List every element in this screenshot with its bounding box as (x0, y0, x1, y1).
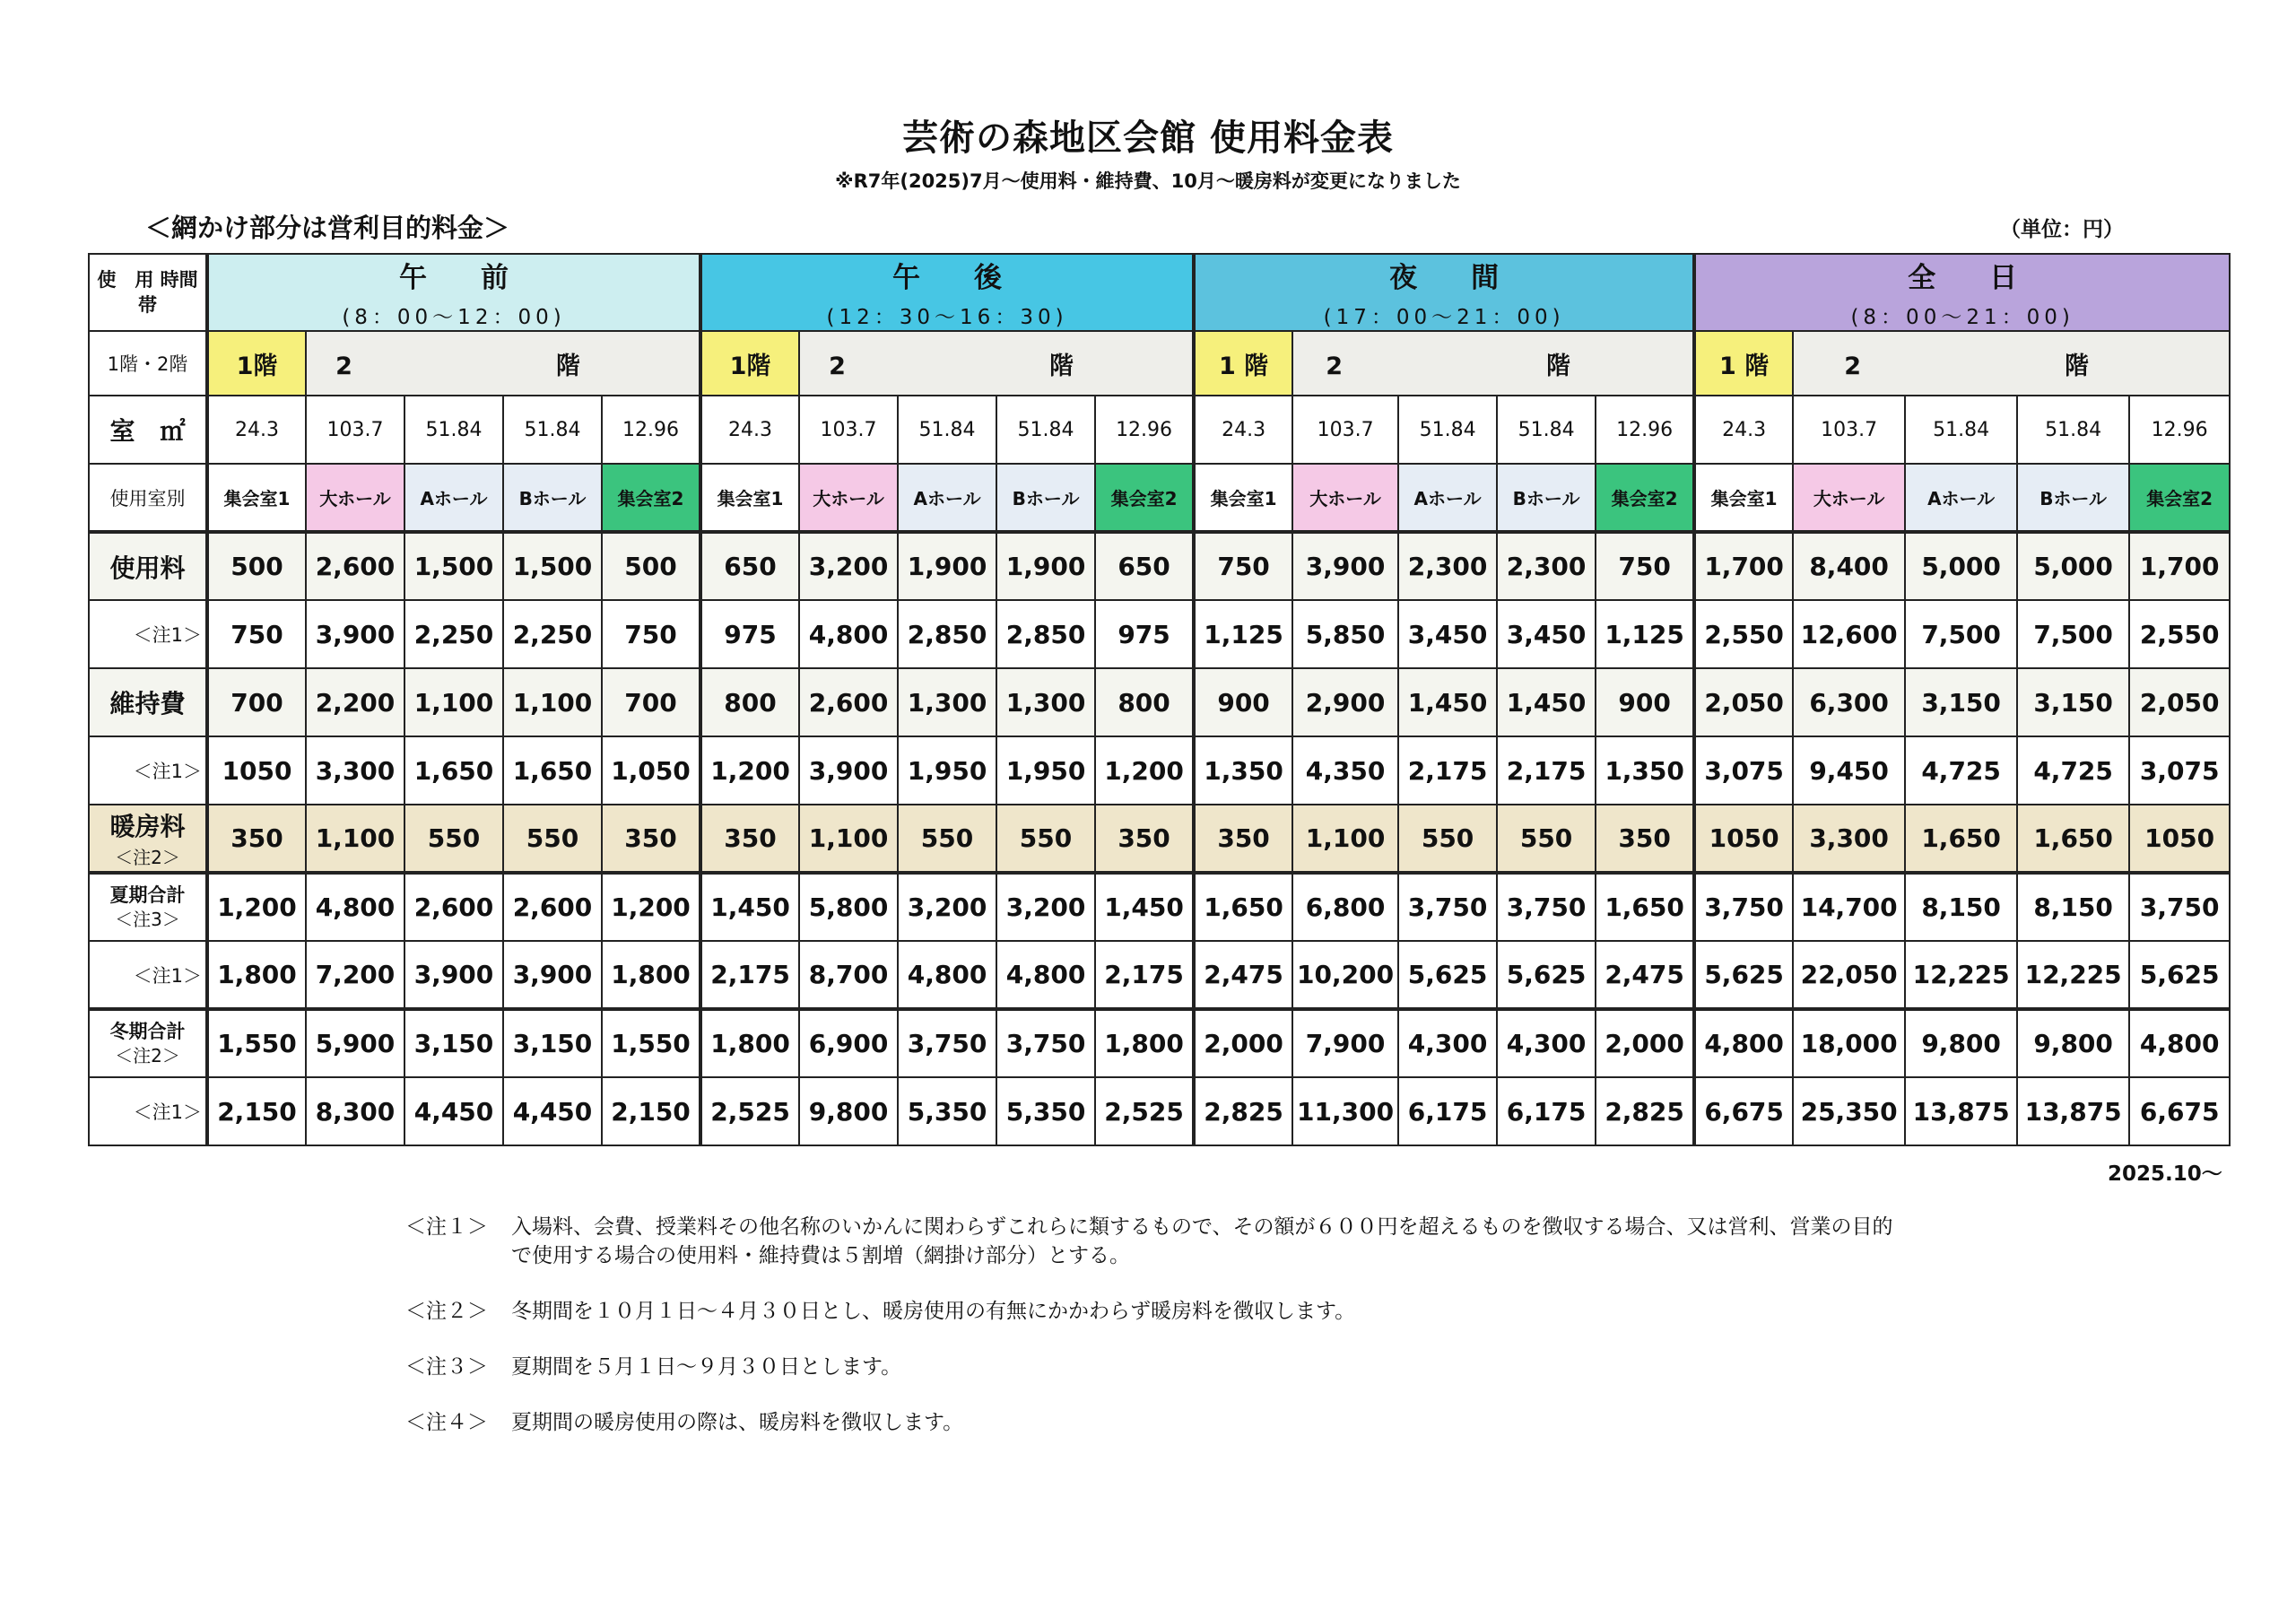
maint_n1-value: 3,075 (1694, 736, 1793, 805)
winter-value: 2,000 (1194, 1009, 1292, 1077)
area-cell: 51.84 (503, 396, 602, 464)
usage-value: 650 (700, 532, 799, 600)
room-cell: Aホール (404, 464, 503, 532)
usage_n1-value: 750 (602, 600, 700, 668)
winter_n1-value: 5,350 (898, 1077, 996, 1145)
maint-value: 1,450 (1497, 668, 1596, 736)
room-cell: 集会室1 (207, 464, 306, 532)
summer_n1-value: 4,800 (898, 941, 996, 1009)
period-header (1694, 254, 2230, 331)
winter_n1-value: 2,525 (1095, 1077, 1194, 1145)
period-name: 午前 (399, 262, 563, 294)
note-item (405, 1353, 1910, 1381)
heating-label (89, 805, 207, 873)
maint_n1-value: 3,300 (306, 736, 404, 805)
winter_n1-value: 6,675 (2129, 1077, 2230, 1145)
winter-value: 1,550 (207, 1009, 306, 1077)
summer-value: 8,150 (1905, 873, 2017, 941)
usage_n1-value: 2,850 (996, 600, 1095, 668)
winter_n1-value: 2,525 (700, 1077, 799, 1145)
effective-date: 2025.10～ (2108, 1162, 2222, 1186)
room-cell: 集会室2 (2129, 464, 2230, 532)
note-text: 冬期間を１０月１日～４月３０日とし、暖房使用の有無にかかわらず暖房料を徴収します。 (511, 1300, 1356, 1323)
heating-value: 550 (404, 805, 503, 873)
note-text: 夏期間を５月１日～９月３０日とします。 (511, 1355, 902, 1379)
maint-value: 1,300 (996, 668, 1095, 736)
area-cell: 51.84 (898, 396, 996, 464)
note-item (405, 1408, 1910, 1437)
period-name: 全日 (1908, 262, 2072, 294)
winter-value: 2,000 (1596, 1009, 1694, 1077)
area-cell: 12.96 (602, 396, 700, 464)
room-cell: 集会室1 (1694, 464, 1793, 532)
heating-value: 550 (1398, 805, 1497, 873)
maint_n1-value: 1,950 (996, 736, 1095, 805)
heating-value: 1,650 (1905, 805, 2017, 873)
note-item (405, 1297, 1910, 1326)
maint-value: 1,450 (1398, 668, 1497, 736)
summer_n1-value: 22,050 (1793, 941, 1905, 1009)
winter_n1-value: 6,675 (1694, 1077, 1793, 1145)
maint-value: 2,600 (799, 668, 898, 736)
summer-value: 1,200 (602, 873, 700, 941)
maint_n1-value: 2,175 (1497, 736, 1596, 805)
usage-value: 2,300 (1398, 532, 1497, 600)
summer-value: 14,700 (1793, 873, 1905, 941)
area-cell: 103.7 (1292, 396, 1398, 464)
winter-value: 5,900 (306, 1009, 404, 1077)
winter-label-main: 冬期合計 (109, 1020, 186, 1042)
summer-value: 2,600 (503, 873, 602, 941)
maint_n1-value: 1,350 (1596, 736, 1694, 805)
usage_n1-value: 2,850 (898, 600, 996, 668)
floor-2-cell: 2 階 (1793, 331, 2230, 396)
summer_n1-value: 2,175 (1095, 941, 1194, 1009)
maint-label: 維持費 (89, 668, 207, 736)
summer_n1-value: 8,700 (799, 941, 898, 1009)
maint-value: 800 (700, 668, 799, 736)
maint_n1-value: 1,200 (700, 736, 799, 805)
winter-value: 1,800 (1095, 1009, 1194, 1077)
maint_n1-value: 4,350 (1292, 736, 1398, 805)
heating-value: 1,100 (306, 805, 404, 873)
usage-value: 2,600 (306, 532, 404, 600)
heating-value: 1050 (2129, 805, 2230, 873)
maint_n1-value: 2,175 (1398, 736, 1497, 805)
usage-value: 1,700 (2129, 532, 2230, 600)
usage-value: 8,400 (1793, 532, 1905, 600)
summer-label (89, 873, 207, 941)
room-cell: 集会室2 (1095, 464, 1194, 532)
usage_n1-value: 2,550 (1694, 600, 1793, 668)
area-cell: 51.84 (2017, 396, 2129, 464)
maint-value: 700 (602, 668, 700, 736)
maint-value: 900 (1596, 668, 1694, 736)
maint_n1-value: 4,725 (2017, 736, 2129, 805)
usage_n1-value: 4,800 (799, 600, 898, 668)
shade-note: ＜網かけ部分は営利目的料金＞ (145, 213, 510, 243)
period-header (207, 254, 700, 331)
winter-value: 4,300 (1398, 1009, 1497, 1077)
winter_n1-value: 13,875 (1905, 1077, 2017, 1145)
page-subtitle: ※R7年(2025)7月～使用料・維持費、10月～暖房料が変更になりました (835, 170, 1461, 192)
usage-value: 650 (1095, 532, 1194, 600)
winter_n1-value: 8,300 (306, 1077, 404, 1145)
winter-value: 3,750 (898, 1009, 996, 1077)
usage_n1-value: 1,125 (1194, 600, 1292, 668)
winter_n1-value: 25,350 (1793, 1077, 1905, 1145)
maint-value: 1,100 (503, 668, 602, 736)
maint_n1-value: 1,650 (404, 736, 503, 805)
summer-value: 2,600 (404, 873, 503, 941)
period-name: 午後 (892, 262, 1057, 294)
room-cell: Bホール (996, 464, 1095, 532)
summer-value: 3,750 (1497, 873, 1596, 941)
winter-value: 1,550 (602, 1009, 700, 1077)
maint-value: 1,300 (898, 668, 996, 736)
period-header (700, 254, 1194, 331)
usage-value: 500 (602, 532, 700, 600)
usage-value: 750 (1194, 532, 1292, 600)
usage_n1-value: 7,500 (1905, 600, 2017, 668)
winter-value: 4,800 (1694, 1009, 1793, 1077)
area-cell: 24.3 (1694, 396, 1793, 464)
usage-label: 使用料 (89, 532, 207, 600)
area-cell: 51.84 (404, 396, 503, 464)
winter_n1-value: 2,150 (602, 1077, 700, 1145)
usage_n1-value: 2,550 (2129, 600, 2230, 668)
summer_n1-value: 3,900 (404, 941, 503, 1009)
usage-value: 1,900 (898, 532, 996, 600)
usage_n1-label: ＜注1＞ (89, 600, 207, 668)
area-cell: 51.84 (1497, 396, 1596, 464)
usage_n1-value: 3,900 (306, 600, 404, 668)
usage-value: 750 (1596, 532, 1694, 600)
room-cell: 集会室1 (1194, 464, 1292, 532)
maint-value: 2,200 (306, 668, 404, 736)
maint_n1-label: ＜注1＞ (89, 736, 207, 805)
maint_n1-value: 1050 (207, 736, 306, 805)
note-tag: ＜注３＞ (405, 1355, 488, 1379)
usage-value: 1,900 (996, 532, 1095, 600)
heating-value: 550 (1497, 805, 1596, 873)
usage-value: 2,300 (1497, 532, 1596, 600)
room-cell: 大ホール (1292, 464, 1398, 532)
floor-1-cell: 1階 (207, 331, 306, 396)
usage_n1-value: 7,500 (2017, 600, 2129, 668)
summer-value: 1,650 (1194, 873, 1292, 941)
heating-value: 1,100 (1292, 805, 1398, 873)
area-cell: 103.7 (306, 396, 404, 464)
note-tag: ＜注１＞ (405, 1215, 488, 1239)
winter_n1-value: 6,175 (1398, 1077, 1497, 1145)
summer_n1-value: 1,800 (207, 941, 306, 1009)
winter_n1-value: 13,875 (2017, 1077, 2129, 1145)
floor-1-cell: 1 階 (1694, 331, 1793, 396)
floor-1-cell: 1 階 (1194, 331, 1292, 396)
summer-value: 1,650 (1596, 873, 1694, 941)
period-time: (8：00～21：00) (1850, 306, 2074, 329)
area-cell: 51.84 (1905, 396, 2017, 464)
maint-value: 3,150 (1905, 668, 2017, 736)
room-cell: 大ホール (799, 464, 898, 532)
room-cell: Aホール (898, 464, 996, 532)
summer-value: 1,450 (700, 873, 799, 941)
summer_n1-value: 10,200 (1292, 941, 1398, 1009)
winter_n1-value: 2,150 (207, 1077, 306, 1145)
room-cell: Bホール (1497, 464, 1596, 532)
winter-value: 3,150 (404, 1009, 503, 1077)
heating-label-main: 暖房料 (109, 812, 186, 841)
summer_n1-value: 5,625 (1398, 941, 1497, 1009)
note-text: 入場料、会費、授業料その他名称のいかんに関わらずこれらに類するもので、その額が６００円を超えるものを徴収する場合、又は営利、営業の目的で使用する場合の使用料・維持費は５割増（網掛け部分）とする。 (511, 1215, 1893, 1267)
winter-label (89, 1009, 207, 1077)
floor-2-cell: 2 階 (799, 331, 1194, 396)
heating-value: 1050 (1694, 805, 1793, 873)
heating-value: 1,100 (799, 805, 898, 873)
usage_n1-value: 750 (207, 600, 306, 668)
usage_n1-value: 3,450 (1398, 600, 1497, 668)
area-cell: 51.84 (1398, 396, 1497, 464)
area-cell: 103.7 (799, 396, 898, 464)
usage-value: 1,500 (404, 532, 503, 600)
usage-value: 1,700 (1694, 532, 1793, 600)
summer-value: 3,200 (996, 873, 1095, 941)
usage-value: 1,500 (503, 532, 602, 600)
summer-value: 1,450 (1095, 873, 1194, 941)
maint_n1-value: 9,450 (1793, 736, 1905, 805)
winter_n1-value: 5,350 (996, 1077, 1095, 1145)
area-cell: 51.84 (996, 396, 1095, 464)
summer-value: 1,200 (207, 873, 306, 941)
room-cell: Bホール (2017, 464, 2129, 532)
winter-value: 9,800 (1905, 1009, 2017, 1077)
usage_n1-value: 2,250 (503, 600, 602, 668)
winter-value: 1,800 (700, 1009, 799, 1077)
winter_n1-value: 11,300 (1292, 1077, 1398, 1145)
usage-value: 5,000 (2017, 532, 2129, 600)
time-slot-label: 使 用 時間帯 (89, 254, 207, 331)
note-tag: ＜注４＞ (405, 1411, 488, 1434)
heating-value: 350 (700, 805, 799, 873)
maint-value: 800 (1095, 668, 1194, 736)
summer-value: 4,800 (306, 873, 404, 941)
usage-value: 3,900 (1292, 532, 1398, 600)
heating-value: 550 (898, 805, 996, 873)
summer-value: 3,750 (2129, 873, 2230, 941)
summer_n1-value: 7,200 (306, 941, 404, 1009)
heating-value: 550 (996, 805, 1095, 873)
area-cell: 24.3 (1194, 396, 1292, 464)
floor-label: 1階・2階 (89, 331, 207, 396)
maint_n1-value: 3,075 (2129, 736, 2230, 805)
area-cell: 12.96 (1095, 396, 1194, 464)
winter_n1-value: 4,450 (404, 1077, 503, 1145)
note-text: 夏期間の暖房使用の際は、暖房料を徴収します。 (511, 1411, 964, 1434)
room-label: 使用室別 (89, 464, 207, 532)
maint-value: 2,900 (1292, 668, 1398, 736)
area-label: 室 ㎡ (89, 396, 207, 464)
fee-table (88, 253, 2231, 1146)
summer-value: 6,800 (1292, 873, 1398, 941)
heating-value: 350 (602, 805, 700, 873)
note-item (405, 1213, 1910, 1270)
maint-value: 1,100 (404, 668, 503, 736)
floor-2-cell: 2 階 (306, 331, 700, 396)
floor-1-cell: 1階 (700, 331, 799, 396)
maint-value: 6,300 (1793, 668, 1905, 736)
winter-value: 3,150 (503, 1009, 602, 1077)
usage_n1-value: 2,250 (404, 600, 503, 668)
summer_n1-value: 2,475 (1596, 941, 1694, 1009)
heating-label-note: ＜注2＞ (115, 847, 180, 868)
heating-value: 350 (1194, 805, 1292, 873)
page-title: 芸術の森地区会館 使用料金表 (902, 118, 1394, 159)
heating-value: 550 (503, 805, 602, 873)
heating-value: 350 (1596, 805, 1694, 873)
period-time: (8：00～12：00) (342, 306, 566, 329)
notes (405, 1213, 1910, 1464)
usage-value: 5,000 (1905, 532, 2017, 600)
usage_n1-value: 5,850 (1292, 600, 1398, 668)
summer_n1-value: 5,625 (2129, 941, 2230, 1009)
usage_n1-value: 975 (700, 600, 799, 668)
maint-value: 700 (207, 668, 306, 736)
floor-2-cell: 2 階 (1292, 331, 1694, 396)
period-header (1194, 254, 1694, 331)
room-cell: 集会室2 (602, 464, 700, 532)
summer_n1-value: 5,625 (1497, 941, 1596, 1009)
winter-value: 3,750 (996, 1009, 1095, 1077)
heating-value: 1,650 (2017, 805, 2129, 873)
usage_n1-value: 975 (1095, 600, 1194, 668)
maint-value: 3,150 (2017, 668, 2129, 736)
heating-value: 350 (207, 805, 306, 873)
heating-value: 3,300 (1793, 805, 1905, 873)
winter_n1-value: 9,800 (799, 1077, 898, 1145)
summer_n1-value: 2,475 (1194, 941, 1292, 1009)
winter_n1-value: 2,825 (1194, 1077, 1292, 1145)
room-cell: 大ホール (1793, 464, 1905, 532)
summer_n1-value: 4,800 (996, 941, 1095, 1009)
summer_n1-value: 5,625 (1694, 941, 1793, 1009)
maint-value: 2,050 (1694, 668, 1793, 736)
winter-value: 18,000 (1793, 1009, 1905, 1077)
summer_n1-value: 2,175 (700, 941, 799, 1009)
area-cell: 24.3 (700, 396, 799, 464)
usage_n1-value: 1,125 (1596, 600, 1694, 668)
unit-label: （単位：円） (2000, 218, 2124, 241)
winter_n1-value: 6,175 (1497, 1077, 1596, 1145)
maint_n1-value: 4,725 (1905, 736, 2017, 805)
maint_n1-value: 3,900 (799, 736, 898, 805)
area-cell: 12.96 (1596, 396, 1694, 464)
room-cell: 集会室2 (1596, 464, 1694, 532)
winter-value: 9,800 (2017, 1009, 2129, 1077)
usage_n1-value: 3,450 (1497, 600, 1596, 668)
period-time: (12：30～16：30) (826, 306, 1068, 329)
summer_n1-label: ＜注1＞ (89, 941, 207, 1009)
summer-value: 3,200 (898, 873, 996, 941)
maint-value: 900 (1194, 668, 1292, 736)
room-cell: 集会室1 (700, 464, 799, 532)
summer_n1-value: 12,225 (2017, 941, 2129, 1009)
period-time: (17：00～21：00) (1323, 306, 1565, 329)
winter-value: 7,900 (1292, 1009, 1398, 1077)
room-cell: Aホール (1905, 464, 2017, 532)
maint_n1-value: 1,050 (602, 736, 700, 805)
area-cell: 103.7 (1793, 396, 1905, 464)
summer-value: 3,750 (1694, 873, 1793, 941)
usage-value: 3,200 (799, 532, 898, 600)
summer_n1-value: 12,225 (1905, 941, 2017, 1009)
winter_n1-label: ＜注1＞ (89, 1077, 207, 1145)
room-cell: Aホール (1398, 464, 1497, 532)
maint-value: 2,050 (2129, 668, 2230, 736)
summer-label-main: 夏期合計 (109, 883, 186, 906)
summer-value: 5,800 (799, 873, 898, 941)
area-cell: 24.3 (207, 396, 306, 464)
summer-value: 3,750 (1398, 873, 1497, 941)
usage_n1-value: 12,600 (1793, 600, 1905, 668)
room-cell: Bホール (503, 464, 602, 532)
summer_n1-value: 1,800 (602, 941, 700, 1009)
usage-value: 500 (207, 532, 306, 600)
maint_n1-value: 1,650 (503, 736, 602, 805)
summer-value: 8,150 (2017, 873, 2129, 941)
area-cell: 12.96 (2129, 396, 2230, 464)
winter_n1-value: 2,825 (1596, 1077, 1694, 1145)
heating-value: 350 (1095, 805, 1194, 873)
summer_n1-value: 3,900 (503, 941, 602, 1009)
winter-value: 6,900 (799, 1009, 898, 1077)
period-name: 夜間 (1389, 262, 1553, 294)
summer-label-note: ＜注3＞ (115, 909, 180, 931)
maint_n1-value: 1,200 (1095, 736, 1194, 805)
note-tag: ＜注２＞ (405, 1300, 488, 1323)
winter_n1-value: 4,450 (503, 1077, 602, 1145)
maint_n1-value: 1,350 (1194, 736, 1292, 805)
winter-value: 4,800 (2129, 1009, 2230, 1077)
winter-value: 4,300 (1497, 1009, 1596, 1077)
winter-label-note: ＜注2＞ (115, 1045, 180, 1067)
maint_n1-value: 1,950 (898, 736, 996, 805)
room-cell: 大ホール (306, 464, 404, 532)
